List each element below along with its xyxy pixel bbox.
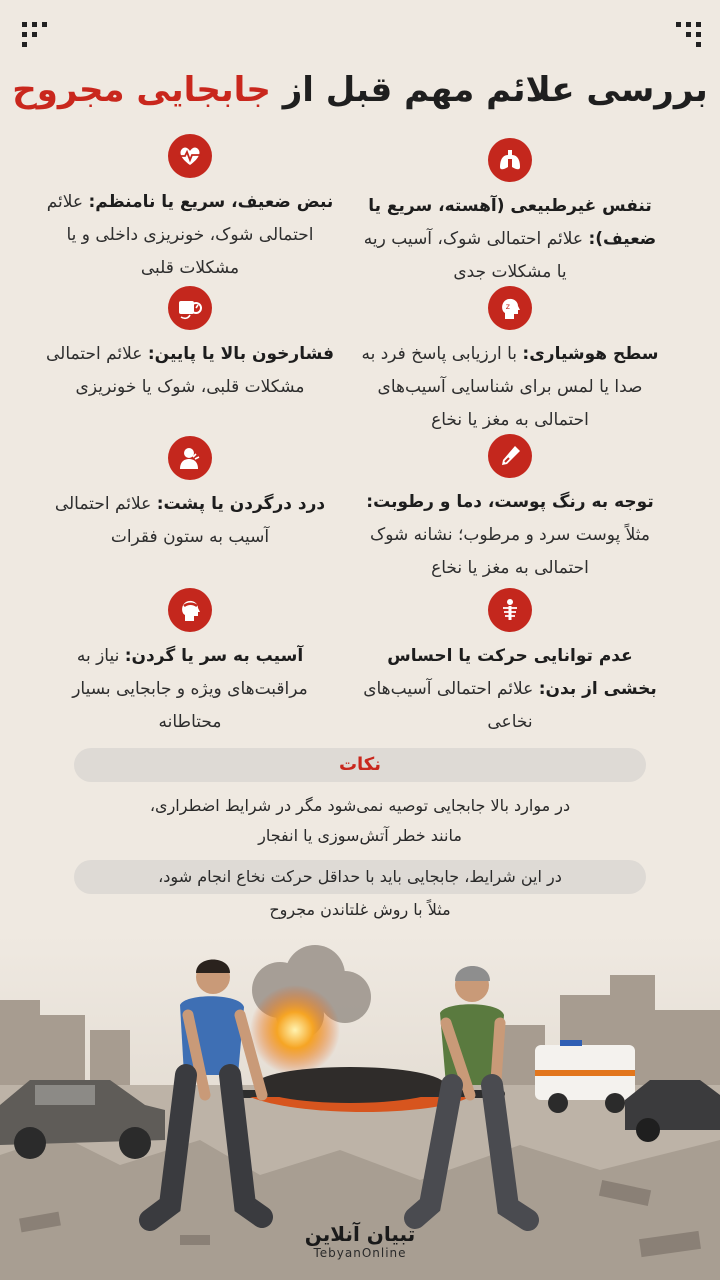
heart-pulse-icon	[168, 134, 212, 178]
sign-body: علائم احتمالی مشکلات قلبی، شوک یا خونریزی	[45, 344, 305, 397]
lungs-icon	[488, 138, 532, 182]
sign-body: نیاز به مراقبت‌های ویژه و جابجایی بسیار محتاطانه	[72, 646, 308, 732]
corner-pattern-top-right	[676, 22, 702, 48]
sign-head-injury	[40, 588, 340, 739]
sign-pulse	[40, 134, 340, 285]
sign-heading: فشارخون بالا یا پایین:	[147, 344, 335, 364]
sign-breathing	[360, 138, 660, 289]
title-text: بررسی علائم مهم قبل از	[282, 70, 708, 110]
sign-consciousness	[360, 286, 660, 437]
sign-body: با ارزیابی پاسخ فرد به صدا یا لمس برای شناسایی آسیب‌های احتمالی به مغز یا نخاع	[361, 344, 643, 430]
notes-heading: نکات	[74, 748, 646, 782]
sign-skin	[360, 434, 660, 585]
consciousness-head-icon	[488, 286, 532, 330]
brand-name-fa: تبیان آنلاین	[304, 1222, 416, 1246]
sign-heading: تنفس غیرطبیعی (آهسته، سریع یا ضعیف):	[368, 196, 657, 249]
sign-heading: عدم توانایی حرکت یا احساس بخشی از بدن:	[387, 646, 657, 699]
brand-logo	[0, 1222, 720, 1260]
sign-body: علائم احتمالی شوک، آسیب ریه یا مشکلات جدی	[363, 229, 584, 282]
svg-text:z: z	[505, 302, 510, 311]
sign-heading: توجه به رنگ پوست، دما و رطوبت:	[366, 492, 654, 512]
brand-name-en: TebyanOnline	[313, 1246, 407, 1260]
sign-movement	[360, 588, 660, 739]
page-title	[0, 70, 720, 110]
sign-heading: سطح هوشیاری:	[522, 344, 659, 364]
sign-heading: نبض ضعیف، سریع یا نامنظم:	[88, 192, 334, 212]
spine-icon	[488, 588, 532, 632]
sign-heading: درد درگردن یا پشت:	[156, 494, 326, 514]
sign-body: علائم احتمالی شوک، خونریزی داخلی و یا مشکلات قلبی	[46, 192, 314, 278]
note-1-line-2: مانند خطر آتش‌سوزی یا انفجار	[258, 826, 462, 845]
sign-body: مثلاً پوست سرد و مرطوب؛ نشانه شوک احتمالی به مغز یا نخاع	[369, 525, 651, 578]
sign-body: علائم احتمالی آسیب به ستون فقرات	[54, 494, 270, 547]
sign-neck-pain	[40, 436, 340, 554]
sign-body: علائم احتمالی آسیب‌های نخاعی	[363, 679, 534, 732]
neck-pain-icon	[168, 436, 212, 480]
note-2-line-1: در این شرایط، جابجایی باید با حداقل حرکت نخاع انجام شود،	[158, 867, 562, 886]
head-injury-icon	[168, 588, 212, 632]
corner-pattern-top-left	[22, 22, 48, 48]
sign-heading: آسیب به سر یا گردن:	[124, 646, 304, 666]
note-1-line-1: در موارد بالا جابجایی توصیه نمی‌شود مگر در شرایط اضطراری،	[149, 796, 571, 815]
thermometer-icon	[488, 434, 532, 478]
title-highlight: جابجایی مجروح	[12, 70, 271, 110]
blood-pressure-icon	[168, 286, 212, 330]
sign-blood-pressure	[40, 286, 340, 404]
note-2-line-2: مثلاً با روش غلتاندن مجروح	[269, 900, 451, 919]
